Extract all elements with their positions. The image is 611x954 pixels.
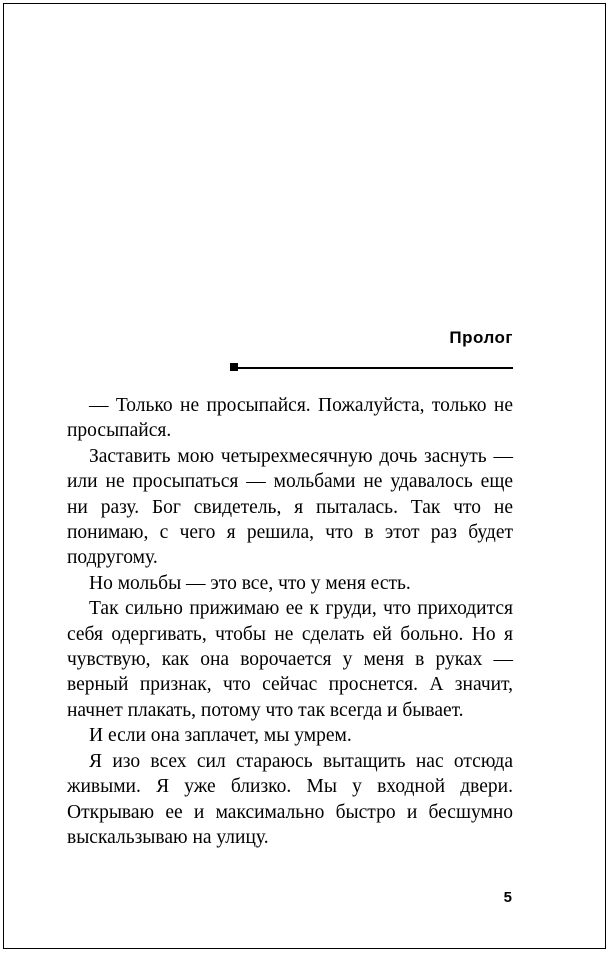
page-number: 5 (503, 889, 512, 906)
paragraph: Я изо всех сил стараюсь вытащить нас отсюда живыми. Я уже близко. Мы у входной двери. Открываю ее и максимально быстро и бесшумно выскальзываю на улицу. (67, 750, 513, 848)
paragraph: Заставить мою четырехмесячную дочь заснуть — или не просыпаться — мольбами не удавалось еще ни разу. Бог свидетель, я пыталась. Так что не понимаю, с чего я решила, что в этот раз будет подругому. (67, 445, 513, 569)
chapter-rule (234, 367, 513, 369)
paragraph: Но мольбы — это все, что у меня есть. (89, 572, 411, 594)
chapter-title: Пролог (449, 328, 513, 347)
paragraph: И если она заплачет, мы умрем. (89, 725, 352, 747)
paragraph: Так сильно прижимаю ее к груди, что приходится себя одергивать, чтобы не сделать ей больно. Но я чувствую, как она ворочается у меня в руках — верный признак, что сейчас проснется. А значит, начнет плакать, потому что так всегда и бывает. (67, 598, 513, 721)
body-text (67, 393, 513, 850)
paragraph: — Только не просыпайся. Пожалуйста, только не просыпайся. (67, 395, 513, 442)
